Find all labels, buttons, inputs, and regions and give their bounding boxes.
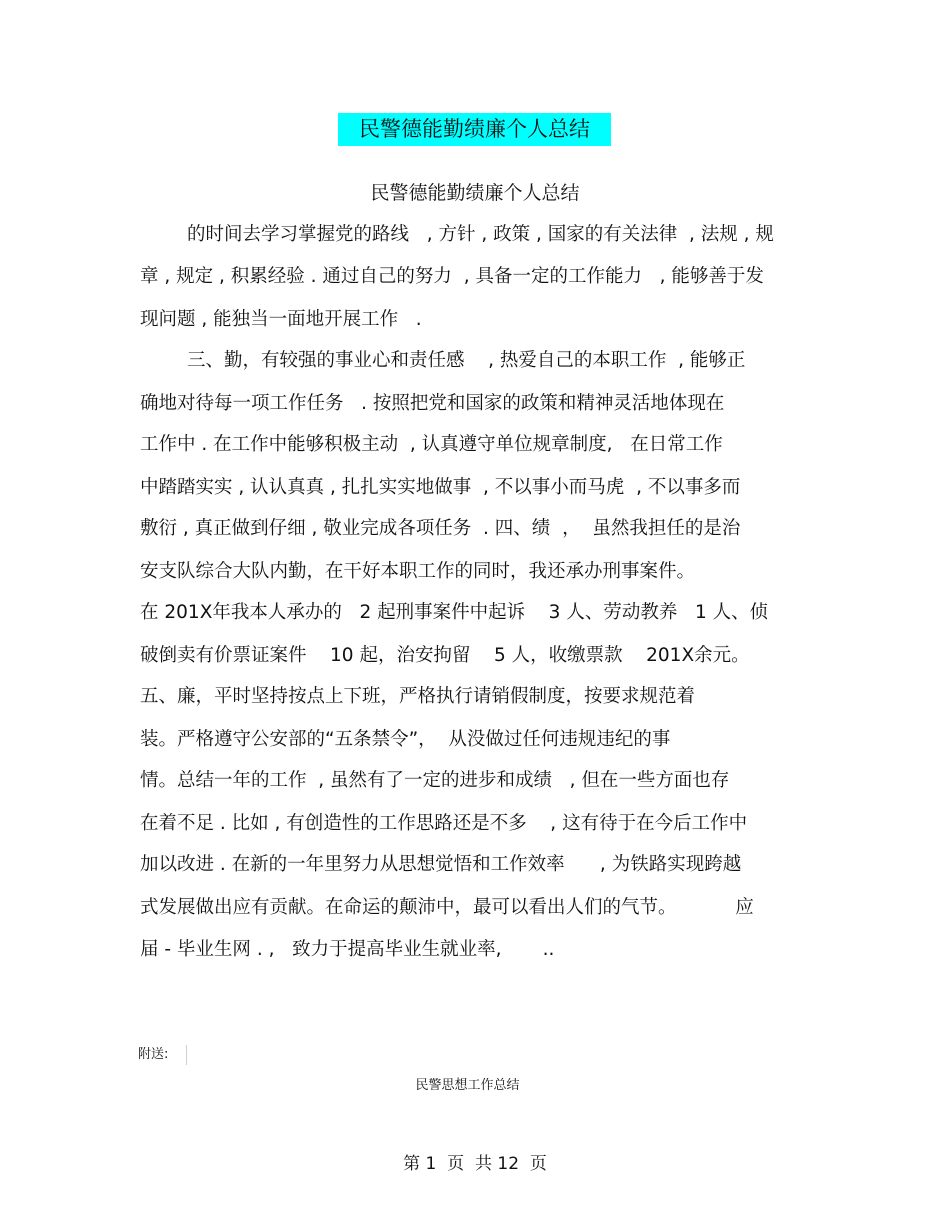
body-line: 破倒卖有价票证案件 10 起，治安拘留 5 人，收缴票款 201X余元。 — [140, 645, 750, 666]
body-line: 工作中 . 在工作中能够积极主动 , 认真遵守单位规章制度, 在日常工作 — [140, 434, 723, 455]
page-number-footer: 第 1 页 共 12 页 — [403, 1154, 547, 1174]
body-line: 装。严格遵守公安部的“五条禁令”， 从没做过任何违规违纪的事 — [140, 729, 671, 750]
body-line: 五、廉，平时坚持按点上下班，严格执行请销假制度，按要求规范着 — [140, 686, 696, 707]
body-line: 章 , 规定 , 积累经验 . 通过自己的努力 , 具备一定的工作能力 , 能够善于发 — [140, 266, 764, 287]
body-line: 中踏踏实实 , 认认真真 , 扎扎实实地做事 , 不以事小而马虎 , 不以事多而 — [140, 477, 741, 498]
appendix-divider — [186, 1045, 187, 1065]
body-line: 的时间去学习掌握党的路线 , 方针 , 政策 , 国家的有关法律 , 法规 , 规 — [140, 224, 774, 245]
body-line: 情。总结一年的工作 , 虽然有了一定的进步和成绩 , 但在一些方面也存 — [140, 770, 730, 791]
document-subtitle: 民警德能勤绩廉个人总结 — [370, 182, 580, 204]
body-line: 届 - 毕业生网 . , 致力于提高毕业生就业率, .. — [140, 939, 555, 960]
body-line: 确地对待每一项工作任务 . 按照把党和国家的政策和精神灵活地体现在 — [140, 393, 725, 414]
body-line: 三、勤，有较强的事业心和责任感 , 热爱自己的本职工作 , 能够正 — [140, 350, 746, 371]
document-title: 民警德能勤绩廉个人总结 — [338, 113, 611, 146]
body-line: 式发展做出应有贡献。在命运的颠沛中，最可以看出人们的气节。 应 — [140, 897, 754, 918]
body-line: 现问题 , 能独当一面地开展工作 . — [140, 309, 422, 330]
appendix-title: 民警思想工作总结 — [415, 1078, 520, 1093]
body-line: 在着不足 . 比如 , 有创造性的工作思路还是不多 , 这有待于在今后工作中 — [140, 813, 748, 834]
appendix-label: 附送: — [138, 1047, 169, 1062]
body-line: 加以改进 . 在新的一年里努力从思想觉悟和工作效率 , 为铁路实现跨越 — [140, 854, 742, 875]
body-line: 敷衍 , 真正做到仔细 , 敬业完成各项任务 . 四、绩 ， 虽然我担任的是治 — [140, 518, 741, 539]
body-line: 在 201X年我本人承办的 2 起刑事案件中起诉 3 人、劳动教养 1 人、侦 — [140, 602, 769, 623]
body-line: 安支队综合大队内勤，在干好本职工作的同时，我还承办刑事案件。 — [140, 561, 696, 582]
